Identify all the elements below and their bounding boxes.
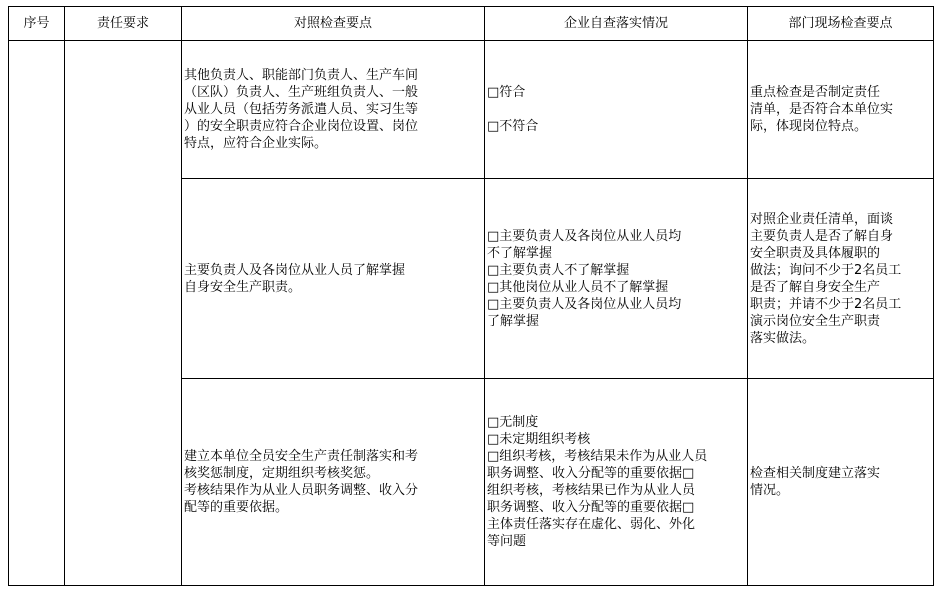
seq-cell — [9, 41, 65, 586]
check-point-cell: 建立本单位全员安全生产责任制落实和考 核奖惩制度，定期组织考核奖惩。 考核结果作为从业人员职务调整、收入分 配等的重要依据。 — [182, 379, 485, 586]
self-check-cell: □主要负责人及各岗位从业人员均 不了解掌握 □主要负责人不了解掌握 □其他岗位从业人员不了解掌握 □主要负责人及各岗位从业人员均 了解掌握 — [485, 179, 748, 379]
requirement-cell — [65, 41, 182, 586]
self-check-cell: □符合 □不符合 — [485, 41, 748, 179]
table-row — [9, 41, 934, 179]
table-header-row — [9, 7, 934, 41]
check-point-cell: 其他负责人、职能部门负责人、生产车间 （区队）负责人、生产班组负责人、一般 从业人员（包括劳务派遣人员、实习生等 ）的安全职责应符合企业岗位设置、岗位 特点，应符合企业实际。 — [182, 41, 485, 179]
header-seq: 序号 — [9, 7, 65, 41]
self-check-cell: □无制度 □未定期组织考核 □组织考核，考核结果未作为从业人员 职务调整、收入分配等的重要依据□ 组织考核，考核结果已作为从业人员 职务调整、收入分配等的重要依据□ 主体责任落实存在虚化、弱化、外化 等问题 — [485, 379, 748, 586]
header-check-points: 对照检查要点 — [182, 7, 485, 41]
dept-check-cell: 检查相关制度建立落实 情况。 — [748, 379, 934, 586]
check-point-cell: 主要负责人及各岗位从业人员了解掌握 自身安全生产职责。 — [182, 179, 485, 379]
header-self-check: 企业自查落实情况 — [485, 7, 748, 41]
header-requirement: 责任要求 — [65, 7, 182, 41]
inspection-table — [8, 6, 934, 586]
dept-check-cell: 重点检查是否制定责任 清单，是否符合本单位实 际，体现岗位特点。 — [748, 41, 934, 179]
header-dept-check: 部门现场检查要点 — [748, 7, 934, 41]
dept-check-cell: 对照企业责任清单，面谈 主要负责人是否了解自身 安全职责及具体履职的 做法；询问不少于2名员工 是否了解自身安全生产 职责；并请不少于2名员工 演示岗位安全生产职责 落实做法。 — [748, 179, 934, 379]
